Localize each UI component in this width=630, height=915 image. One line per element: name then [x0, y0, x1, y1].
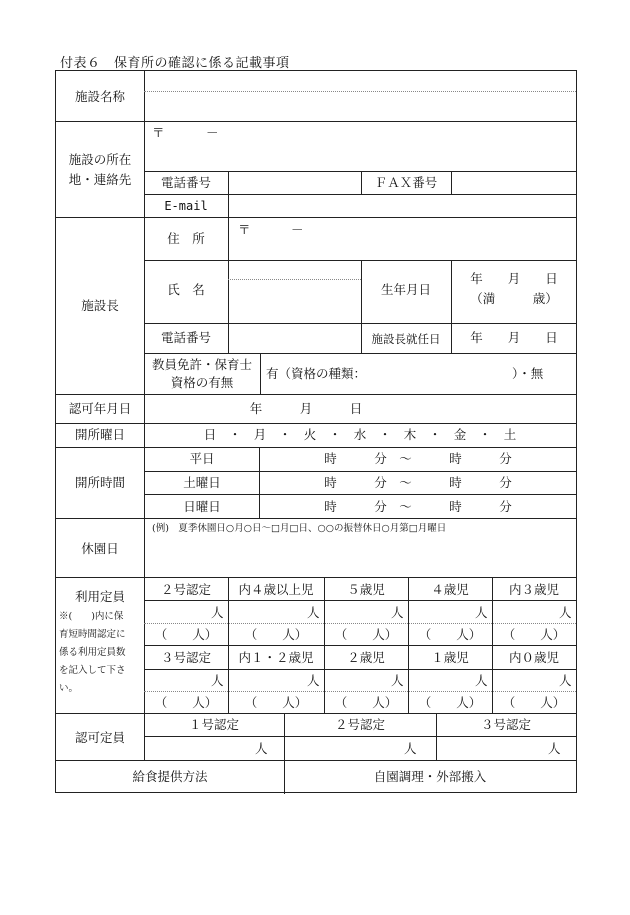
holidays-example: (例) 夏季休園日○月○日～□月□日、○○の振替休日○月第□月曜日 — [152, 523, 447, 534]
cap-h1-0: ２号認定 — [160, 582, 212, 597]
cap-p2-3: （ 人） — [418, 695, 482, 710]
facility-fax-label: ＦＡＸ番号 — [374, 175, 438, 190]
capacity-use-label: 利用定員 — [74, 589, 126, 604]
cap-h2-4: 内０歳児 — [508, 650, 560, 665]
cap-p2-4: （ 人） — [502, 695, 566, 710]
cap-u1-0: 人 — [211, 605, 224, 620]
meal-value: 自園調理・外部搬入 — [373, 769, 487, 784]
director-birth-label: 生年月日 — [380, 282, 432, 297]
approval-date-label: 認可年月日 — [68, 401, 132, 416]
director-name-label: 氏 名 — [167, 282, 205, 297]
capacity-note-4: を記入して下さ — [59, 665, 126, 676]
cap-h1-2: ５歳児 — [347, 582, 385, 597]
hours-day-weekday: 平日 — [189, 451, 215, 466]
cap-p2-2: （ 人） — [334, 695, 398, 710]
open-days-value: 日 ・ 月 ・ 火 ・ 水 ・ 木 ・ 金 ・ 土 — [203, 427, 517, 442]
hours-time-saturday: 時 分 ～ 時 分 — [324, 475, 512, 490]
hours-time-sunday: 時 分 ～ 時 分 — [324, 499, 512, 514]
facility-phone-label: 電話番号 — [160, 175, 212, 190]
director-age: （満 歳） — [470, 291, 558, 306]
hours-day-sunday: 日曜日 — [183, 499, 221, 514]
approved-u-1: 人 — [404, 741, 417, 756]
director-license-have: 有（資格の種類： — [266, 366, 367, 381]
director-license-label-2: 資格の有無 — [170, 375, 234, 390]
director-license-label-1: 教員免許・保育士 — [151, 357, 253, 372]
cap-h1-1: 内４歳以上児 — [238, 582, 314, 597]
cap-h2-2: ２歳児 — [347, 650, 385, 665]
cap-p2-1: （ 人） — [244, 695, 308, 710]
cap-u2-2: 人 — [391, 673, 404, 688]
facility-postal-dash: － — [206, 125, 219, 140]
page-title: 付表６ 保育所の確認に係る記載事項 — [60, 56, 290, 71]
capacity-note-2: 育短時間認定に — [59, 629, 126, 640]
facility-postal-mark: 〒 — [152, 125, 165, 140]
capacity-note-5: い。 — [59, 683, 79, 694]
approved-h-1: ２号認定 — [334, 717, 386, 732]
cap-p1-3: （ 人） — [418, 627, 482, 642]
facility-email-label: E-mail — [164, 199, 208, 213]
cap-u2-3: 人 — [475, 673, 488, 688]
cap-h1-3: ４歳児 — [431, 582, 469, 597]
capacity-approved-label: 認可定員 — [74, 730, 126, 745]
cap-p1-0: （ 人） — [154, 627, 218, 642]
open-days-label: 開所曜日 — [74, 427, 126, 442]
director-birth-date: 年 月 日 — [470, 271, 558, 286]
cap-h2-1: 内１・２歳児 — [238, 650, 314, 665]
cap-p1-2: （ 人） — [334, 627, 398, 642]
holidays-label: 休園日 — [81, 541, 119, 556]
cap-u1-4: 人 — [559, 605, 572, 620]
meal-label: 給食提供方法 — [132, 769, 208, 784]
cap-u2-1: 人 — [307, 673, 320, 688]
cap-u2-0: 人 — [211, 673, 224, 688]
capacity-note-1: ※( )内に保 — [59, 611, 124, 622]
approved-h-0: １号認定 — [188, 717, 240, 732]
hours-label: 開所時間 — [74, 475, 126, 490]
cap-p2-0: （ 人） — [154, 695, 218, 710]
director-postal-dash: － — [291, 222, 304, 237]
approval-date-value: 年 月 日 — [249, 401, 363, 416]
approved-h-2: ３号認定 — [480, 717, 532, 732]
director-address-label: 住 所 — [167, 231, 205, 246]
director-appointed-date: 年 月 日 — [470, 330, 558, 345]
director-appointed-label: 施設長就任日 — [371, 332, 441, 346]
cap-p1-4: （ 人） — [502, 627, 566, 642]
form-table — [55, 70, 577, 793]
hours-day-saturday: 土曜日 — [183, 475, 221, 490]
approved-u-0: 人 — [255, 741, 268, 756]
approved-u-2: 人 — [548, 741, 561, 756]
cap-u1-3: 人 — [475, 605, 488, 620]
director-postal-mark: 〒 — [238, 222, 251, 237]
cap-p1-1: （ 人） — [244, 627, 308, 642]
cap-h2-0: ３号認定 — [160, 650, 212, 665]
cap-h2-3: １歳児 — [431, 650, 469, 665]
cap-u2-4: 人 — [559, 673, 572, 688]
cap-u1-2: 人 — [391, 605, 404, 620]
cap-u1-1: 人 — [307, 605, 320, 620]
cap-h1-4: 内３歳児 — [508, 582, 560, 597]
director-license-none: ）・無 — [512, 366, 544, 381]
director-section-label: 施設長 — [81, 298, 119, 313]
facility-name-label: 施設名称 — [74, 89, 126, 104]
director-phone-label: 電話番号 — [160, 330, 212, 345]
facility-location-label-2: 地・連絡先 — [68, 172, 132, 187]
capacity-note-3: 係る利用定員数 — [59, 647, 126, 658]
hours-time-weekday: 時 分 ～ 時 分 — [324, 451, 512, 466]
facility-location-label-1: 施設の所在 — [68, 152, 132, 167]
